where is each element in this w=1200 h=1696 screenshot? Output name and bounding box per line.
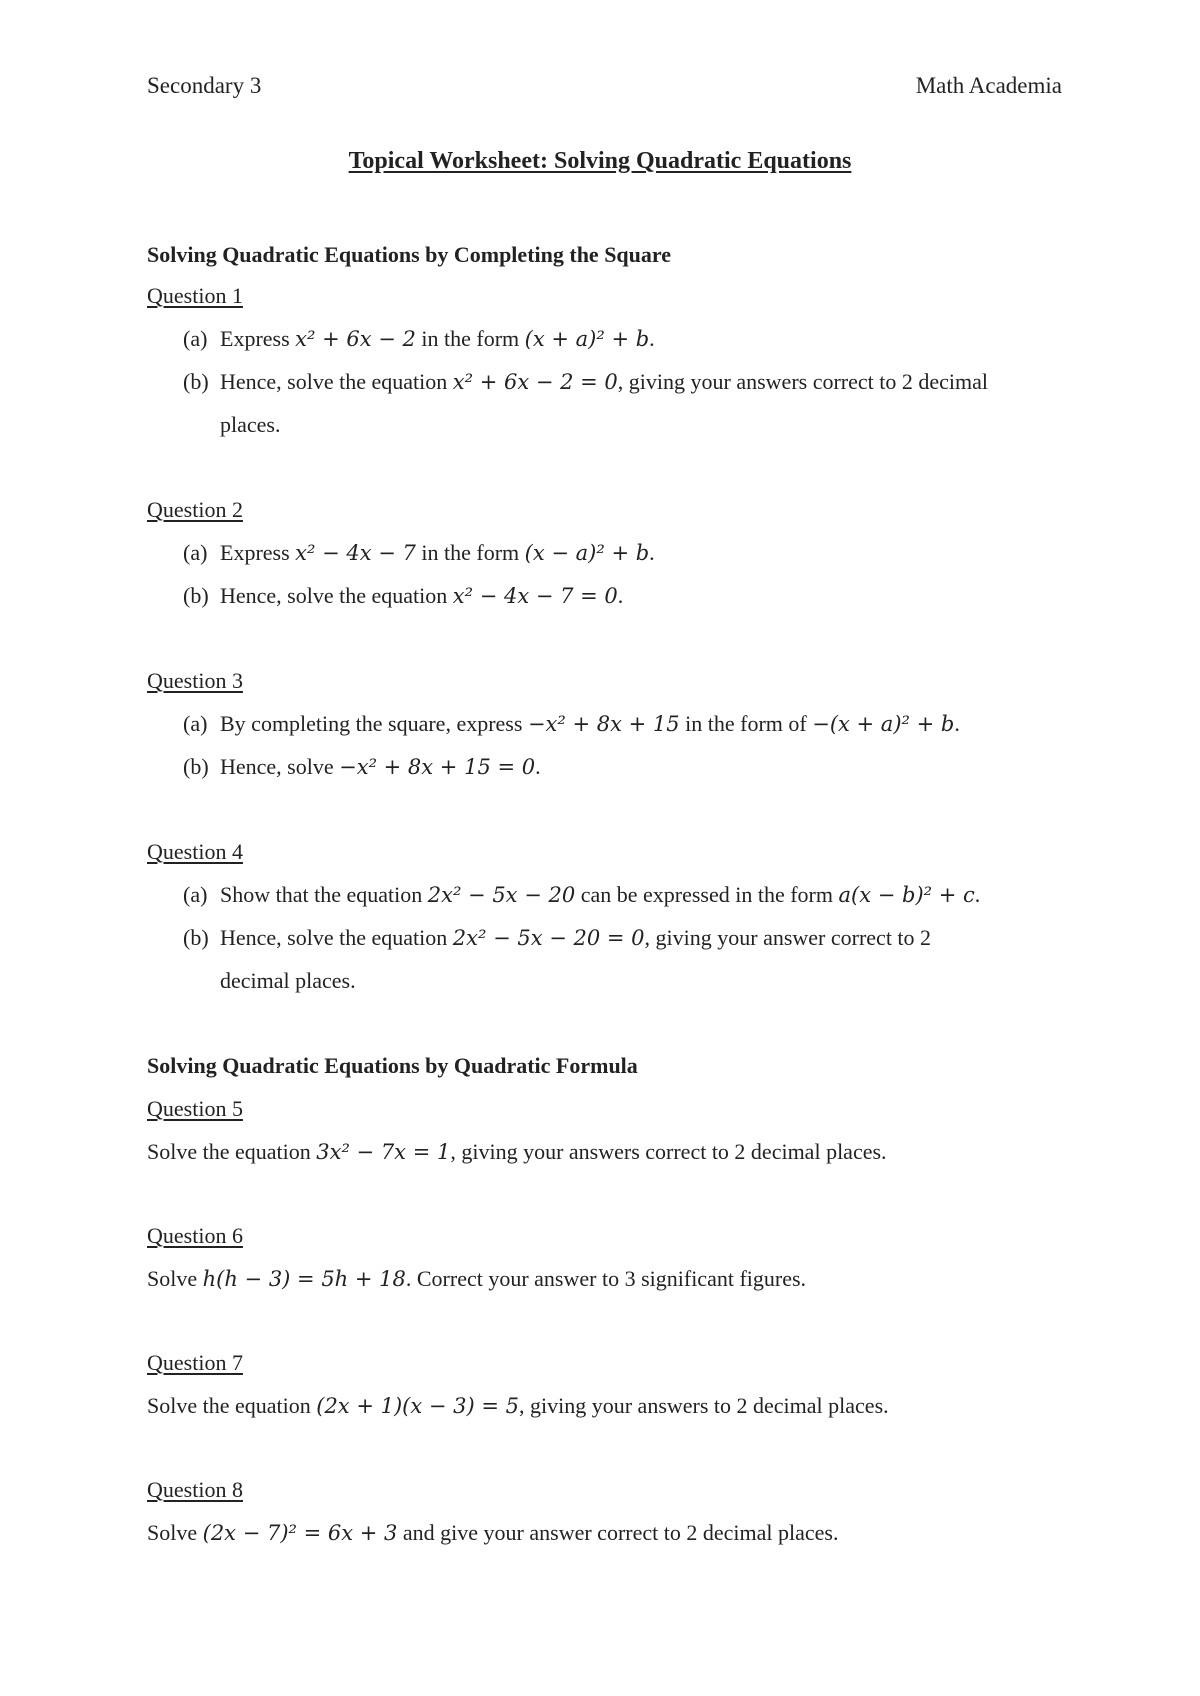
question-3b xyxy=(183,754,541,780)
math-expression: 2x² − 5x − 20 = 0 xyxy=(452,926,645,950)
section-heading-completing-square: Solving Quadratic Equations by Completing the Square xyxy=(147,242,672,267)
math-expression: 2x² − 5x − 20 xyxy=(427,883,576,907)
math-expression: (2x + 1)(x − 3) = 5 xyxy=(316,1394,519,1418)
part-text: Express xyxy=(220,326,296,351)
question-2a xyxy=(183,540,655,566)
part-marker: (b) xyxy=(183,754,209,779)
question-label-3: Question 3 xyxy=(147,668,243,693)
math-expression: −(x + a)² + b xyxy=(812,712,955,736)
math-expression: x² + 6x − 2 xyxy=(295,327,416,351)
part-text: By completing the square, express xyxy=(220,711,528,736)
math-expression: −x² + 8x + 15 xyxy=(527,712,680,736)
part-text: , giving your answer correct to 2 xyxy=(644,925,932,950)
question-3a xyxy=(183,711,960,737)
math-expression: x² + 6x − 2 = 0 xyxy=(452,370,618,394)
section-heading-quadratic-formula: Solving Quadratic Equations by Quadratic Formula xyxy=(147,1053,638,1078)
part-marker: (a) xyxy=(183,326,208,351)
part-text: . xyxy=(974,882,981,907)
question-1b xyxy=(183,369,988,395)
math-expression: x² − 4x − 7 = 0 xyxy=(452,584,618,608)
part-text: , giving your answers correct to 2 decimal xyxy=(617,369,989,394)
question-text: Solve the equation xyxy=(147,1139,317,1164)
math-expression: x² − 4x − 7 xyxy=(295,541,416,565)
header-course-level: Secondary 3 xyxy=(147,73,262,98)
question-text: . Correct your answer to 3 significant figures. xyxy=(405,1266,807,1291)
question-text: Solve the equation xyxy=(147,1393,317,1418)
question-text: , giving your answers correct to 2 decimal places. xyxy=(450,1139,887,1164)
question-6-text xyxy=(147,1266,806,1292)
question-label-2: Question 2 xyxy=(147,497,243,522)
math-expression: a(x − b)² + c xyxy=(838,883,975,907)
question-4a xyxy=(183,882,980,908)
question-7-text xyxy=(147,1393,889,1419)
part-marker: (a) xyxy=(183,882,208,907)
math-expression: h(h − 3) = 5h + 18 xyxy=(202,1267,406,1291)
part-text: . xyxy=(535,754,541,779)
question-text: , giving your answers to 2 decimal places. xyxy=(519,1393,889,1418)
question-label-5: Question 5 xyxy=(147,1096,243,1121)
part-marker: (a) xyxy=(183,540,208,565)
question-4b xyxy=(183,925,931,951)
question-8-text xyxy=(147,1520,838,1546)
math-expression: (x + a)² + b xyxy=(524,327,650,351)
part-text: Hence, solve the equation xyxy=(220,369,453,394)
question-label-6: Question 6 xyxy=(147,1223,243,1248)
question-label-8: Question 8 xyxy=(147,1477,243,1502)
header-publisher: Math Academia xyxy=(915,73,1062,98)
part-text: in the form xyxy=(415,326,525,351)
part-text: in the form xyxy=(415,540,525,565)
part-text: in the form of xyxy=(679,711,813,736)
part-marker: (b) xyxy=(183,583,209,608)
question-1a xyxy=(183,326,655,352)
part-text: Hence, solve the equation xyxy=(220,583,453,608)
question-text: Solve xyxy=(147,1266,203,1291)
math-expression: −x² + 8x + 15 = 0 xyxy=(339,755,536,779)
question-text: and give your answer correct to 2 decimal places. xyxy=(397,1520,839,1545)
part-text: Hence, solve xyxy=(220,754,340,779)
question-2b xyxy=(183,583,623,609)
question-text: Solve xyxy=(147,1520,203,1545)
question-label-1: Question 1 xyxy=(147,283,243,308)
part-marker: (a) xyxy=(183,711,208,736)
part-text: can be expressed in the form xyxy=(575,882,839,907)
part-text: Hence, solve the equation xyxy=(220,925,453,950)
math-expression: 3x² − 7x = 1 xyxy=(316,1140,451,1164)
question-label-4: Question 4 xyxy=(147,839,243,864)
part-text: . xyxy=(617,583,624,608)
math-expression: (2x − 7)² = 6x + 3 xyxy=(202,1521,398,1545)
part-text: . xyxy=(954,711,960,736)
part-text: . xyxy=(649,326,655,351)
part-text: Express xyxy=(220,540,296,565)
part-marker: (b) xyxy=(183,925,209,950)
question-5-text xyxy=(147,1139,887,1165)
math-expression: (x − a)² + b xyxy=(524,541,650,565)
question-label-7: Question 7 xyxy=(147,1350,243,1375)
part-marker: (b) xyxy=(183,369,209,394)
worksheet-title: Topical Worksheet: Solving Quadratic Equations xyxy=(348,148,852,174)
question-4b-continuation: decimal places. xyxy=(220,968,356,993)
question-1b-continuation: places. xyxy=(220,412,281,437)
part-text: Show that the equation xyxy=(220,882,428,907)
part-text: . xyxy=(649,540,655,565)
